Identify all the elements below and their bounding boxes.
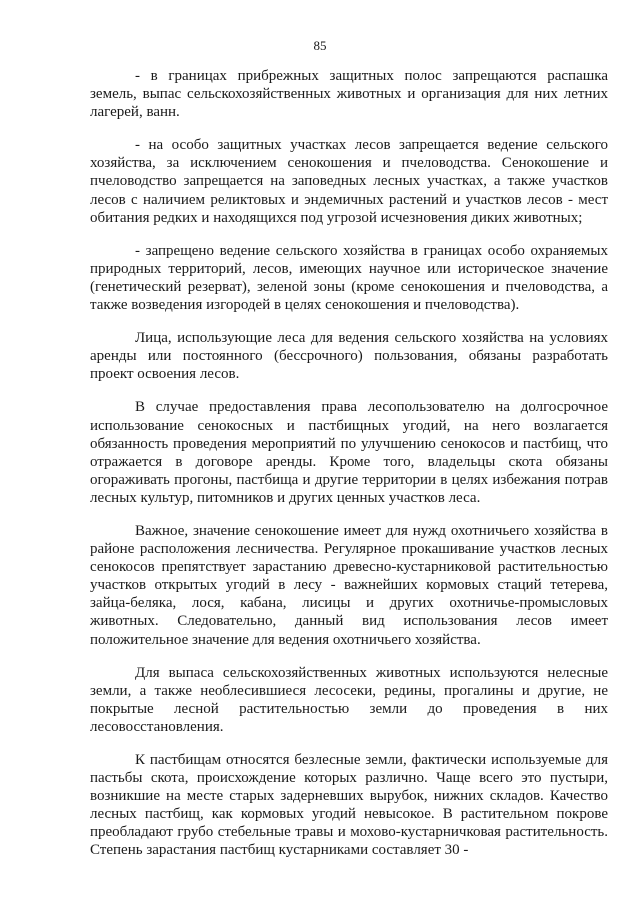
paragraph-pastures: К пастбищам относятся безлесные земли, фактически используемые для пастьбы скота, происхождение которых различно. Чаще всего это пустыри, возникшие на месте старых задерневших вырубок, нижних складов. Качество лесных пастбищ, как кормовых угодий невысокое. В растительном покрове преобладают грубо стебельные травы и мохово-кустарничковая растительность. Степень зарастания пастбищ кустарниками составляет 30 -: [90, 752, 608, 859]
paragraph-protected-territories: - запрещено ведение сельского хозяйства в границах особо охраняемых природных территорий, лесов, имеющих научное или историческое значение (генетический резерват), зеленой зоны (кроме сенокошения и пчеловодства, а также возведения изгородей в целях сенокошения и пчеловодства).: [90, 242, 608, 314]
paragraph-forest-users: Лица, использующие леса для ведения сельского хозяйства на условиях аренды или постоянного (бессрочного) пользования, обязаны разработать проект освоения лесов.: [90, 330, 608, 383]
paragraph-long-term-use: В случае предоставления права лесопользователю на долгосрочное использование сенокосных и пастбищных угодий, на него возлагается обязанность проведения мероприятий по улучшению сенокосов и пастбищ, что отражается в договоре аренды. Кроме того, владельцы скота обязаны огораживать прогоны, пастбища и другие территории в целях избежания потрав лесных культур, питомников и других ценных участков леса.: [90, 399, 608, 506]
paragraph-water-protection: - в границах прибрежных защитных полос запрещаются распашка земель, выпас сельскохозяйственных животных и организация для них летних лагерей, ванн.: [90, 68, 608, 121]
paragraph-protective-forests: - на особо защитных участках лесов запрещается ведение сельского хозяйства, за исключением сенокошения и пчеловодства. Сенокошение и пчеловодство запрещается на заповедных лесных участках, а также участков лесов с наличием реликтовых и эндемичных растений и участков лесов - мест обитания редких и находящихся под угрозой исчезновения диких животных;: [90, 137, 608, 226]
paragraph-haymaking-hunting: Важное, значение сенокошение имеет для нужд охотничьего хозяйства в районе расположения лесничества. Регулярное прокашивание участков лесных сенокосов препятствует зарастанию древесно-кустарниковой растительностью участков открытых угодий в лесу - важнейших кормовых стаций тетерева, зайца-беляка, лося, кабана, лисицы и других охотничье-промысловых животных. Следовательно, данный вид использования лесов имеет положительное значение для ведения охотничьего хозяйства.: [90, 522, 608, 648]
paragraph-grazing-lands: Для выпаса сельскохозяйственных животных используются нелесные земли, а также необлесившиеся лесосеки, редины, прогалины и другие, не покрытые лесной растительностью земли до проведения в них лесовосстановления.: [90, 664, 608, 735]
page-body: [90, 67, 608, 860]
page-number: 85: [313, 38, 327, 53]
